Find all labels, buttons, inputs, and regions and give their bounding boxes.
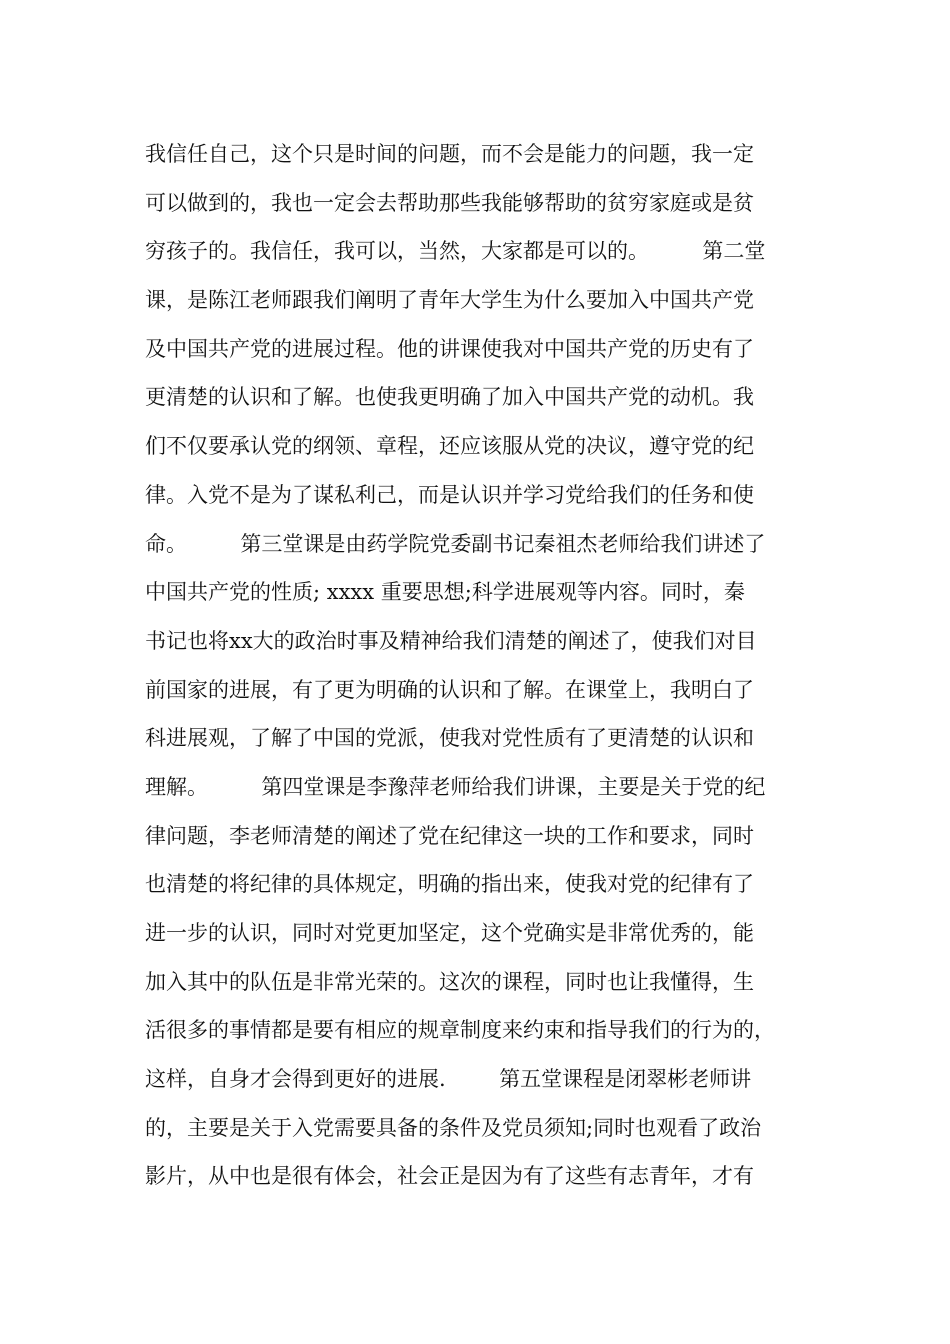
text-line: 活很多的事情都是要有相应的规章制度来约束和指导我们的行为的， <box>145 1018 775 1043</box>
text-line: 理解。 第四堂课是李豫萍老师给我们讲课，主要是关于党的纪 <box>145 774 766 799</box>
text-line: 律问题，李老师清楚的阐述了党在纪律这一块的工作和要求，同时 <box>145 823 754 848</box>
text-line: 课，是陈江老师跟我们阐明了青年大学生为什么要加入中国共产党 <box>145 288 754 313</box>
text-line: 科进展观，了解了中国的党派，使我对党性质有了更清楚的认识和 <box>145 726 754 751</box>
text-line: 的，主要是关于入党需要具备的条件及党员须知;同时也观看了政治 <box>145 1115 762 1140</box>
text-line: 中国共产党的性质; xxxx 重要思想;科学进展观等内容。同时，秦 <box>145 580 745 605</box>
text-line: 这样，自身才会得到更好的进展. 第五堂课程是闭翠彬老师讲 <box>145 1067 752 1092</box>
text-line: 律。入党不是为了谋私利己，而是认识并学习党给我们的任务和使 <box>145 482 754 507</box>
text-line: 书记也将xx大的政治时事及精神给我们清楚的阐述了，使我们对目 <box>145 628 757 653</box>
text-line: 加入其中的队伍是非常光荣的。这次的课程，同时也让我懂得，生 <box>145 969 754 994</box>
text-line: 我信任自己，这个只是时间的问题，而不会是能力的问题，我一定 <box>145 142 754 166</box>
body-text <box>145 130 825 1201</box>
text-line: 影片，从中也是很有体会，社会正是因为有了这些有志青年，才有 <box>145 1164 754 1189</box>
text-line: 们不仅要承认党的纲领、章程，还应该服从党的决议，遵守党的纪 <box>145 434 754 459</box>
text-line: 进一步的认识，同时对党更加坚定，这个党确实是非常优秀的，能 <box>145 921 754 945</box>
text-line: 可以做到的，我也一定会去帮助那些我能够帮助的贫穷家庭或是贫 <box>145 190 754 215</box>
text-line: 前国家的进展，有了更为明确的认识和了解。在课堂上，我明白了 <box>145 677 754 702</box>
text-line: 也清楚的将纪律的具体规定，明确的指出来，使我对党的纪律有了 <box>145 872 754 897</box>
text-line: 穷孩子的。我信任，我可以，当然，大家都是可以的。 第二堂 <box>145 239 766 264</box>
text-line: 及中国共产党的进展过程。他的讲课使我对中国共产党的历史有了 <box>145 336 754 361</box>
text-line: 更清楚的认识和了解。也使我更明确了加入中国共产党的动机。我 <box>145 385 754 410</box>
text-line: 命。 第三堂课是由药学院党委副书记秦祖杰老师给我们讲述了 <box>145 531 766 556</box>
